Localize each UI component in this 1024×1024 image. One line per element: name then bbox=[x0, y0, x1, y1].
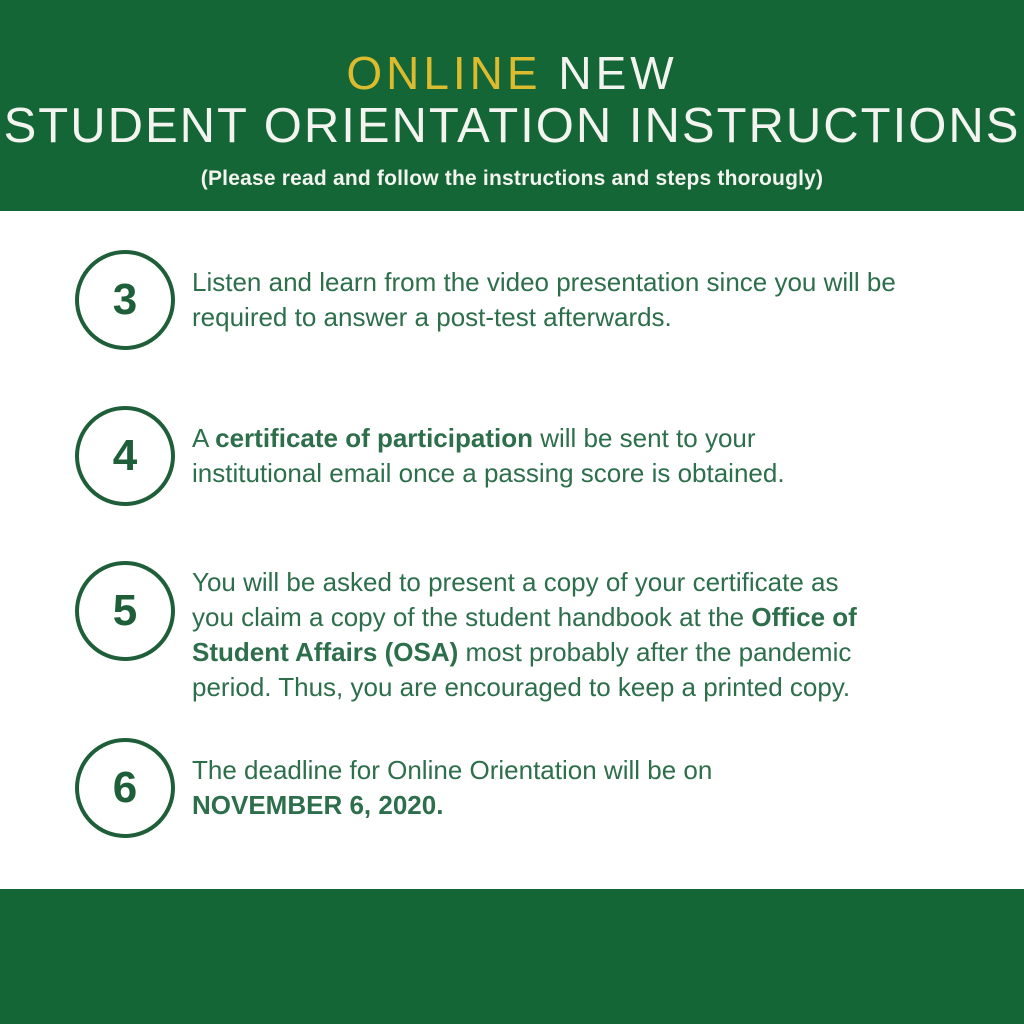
footer-band bbox=[0, 889, 1024, 1024]
step-number-badge bbox=[75, 250, 175, 350]
step-text-segment: The deadline for Online Orientation will be on bbox=[192, 755, 713, 785]
step-text-segment: You will be asked to present a copy of your certificate as bbox=[192, 567, 839, 597]
poster-subtitle: (Please read and follow the instructions and steps thorougly) bbox=[200, 167, 824, 190]
step-text-segment: period. Thus, you are encouraged to keep a printed copy. bbox=[192, 672, 851, 702]
step-text-segment: you claim a copy of the student handbook at the bbox=[192, 602, 752, 632]
step-number: 4 bbox=[112, 431, 138, 480]
step-text-segment: institutional email once a passing score is obtained. bbox=[192, 458, 785, 488]
step-text-segment: NOVEMBER 6, 2020. bbox=[192, 790, 444, 820]
header-banner bbox=[0, 0, 1024, 211]
step-text bbox=[192, 421, 785, 491]
step-text-segment: certificate of participation bbox=[215, 423, 533, 453]
step-text-segment: A bbox=[192, 423, 216, 453]
step-text bbox=[192, 265, 896, 335]
step-text-segment: will be sent to your bbox=[532, 423, 756, 453]
title-rest-word: NEW bbox=[541, 47, 678, 99]
title-accent-word: ONLINE bbox=[346, 47, 542, 99]
step-text-segment: Listen and learn from the video presentation since you will be bbox=[192, 267, 896, 297]
step-number: 6 bbox=[112, 763, 138, 812]
step-text-segment: Office of bbox=[751, 602, 857, 632]
step-number-badge bbox=[75, 561, 175, 661]
step-row bbox=[75, 565, 1024, 705]
step-row bbox=[75, 738, 1024, 838]
poster-title-line2: STUDENT ORIENTATION INSTRUCTIONS bbox=[3, 99, 1021, 153]
step-text bbox=[192, 753, 712, 823]
steps-list bbox=[0, 211, 1024, 838]
step-text-segment: required to answer a post-test afterwards. bbox=[192, 302, 672, 332]
step-text-segment: Student Affairs (OSA) bbox=[192, 637, 459, 667]
step-number: 5 bbox=[112, 586, 138, 635]
step-row bbox=[75, 250, 1024, 350]
poster-title-line1 bbox=[0, 47, 1024, 99]
step-text bbox=[192, 565, 857, 705]
step-row bbox=[75, 406, 1024, 506]
step-number: 3 bbox=[112, 275, 138, 324]
step-number-badge bbox=[75, 406, 175, 506]
step-number-badge bbox=[75, 738, 175, 838]
step-text-segment: most probably after the pandemic bbox=[458, 637, 852, 667]
